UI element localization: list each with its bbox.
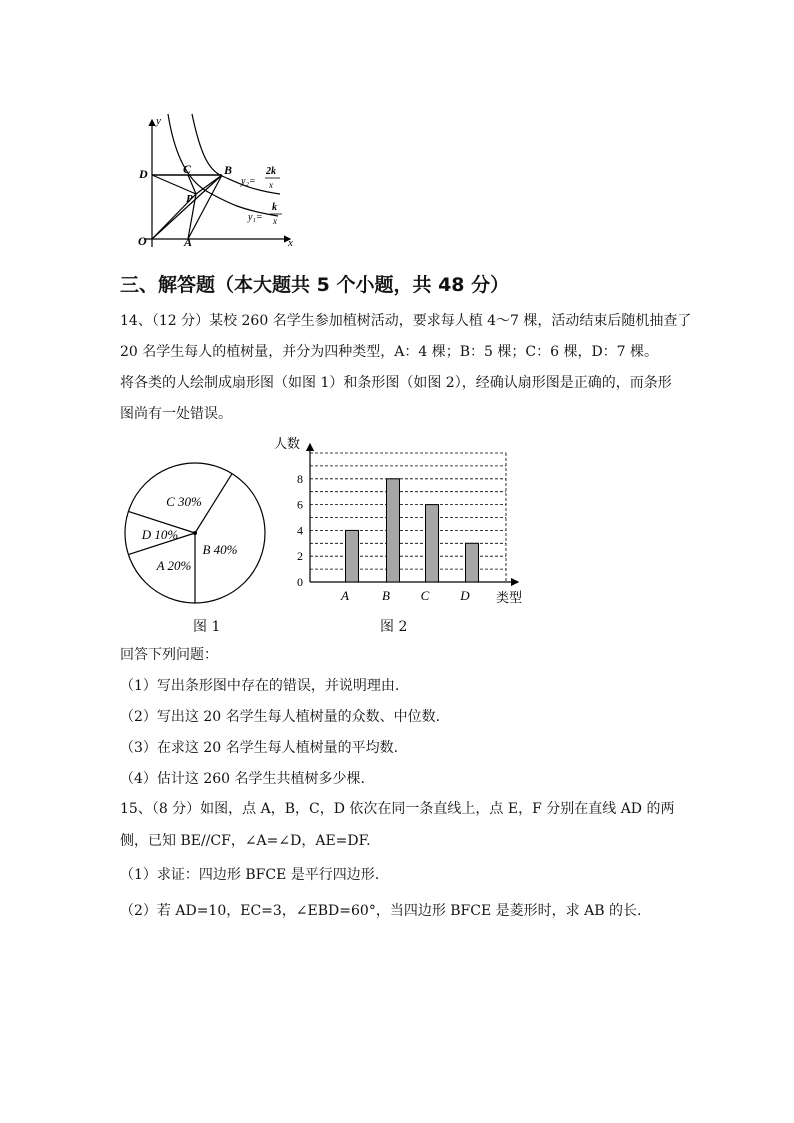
q14-sub-1: （1）写出条形图中存在的错误，并说明理由.	[120, 678, 400, 694]
pie-label-c: C 30%	[166, 494, 202, 509]
pie-chart	[118, 458, 278, 608]
q14-prompt: 回答下列问题：	[120, 647, 218, 663]
y-tick-label: 8	[297, 471, 303, 486]
q14-line-3: 将各类的人绘制成扇形图（如图 1）和条形图（如图 2），经确认扇形图是正确的，而条形	[120, 375, 672, 391]
point-p-label: P	[186, 193, 193, 205]
figure1-caption: 图 1	[193, 619, 221, 635]
y-tick-label: 0	[297, 575, 303, 589]
point-c-label: C	[183, 162, 192, 176]
x-axis-title: 类型	[496, 590, 523, 605]
point-b-label: B	[224, 163, 233, 177]
x-tick-label-a: A	[341, 588, 349, 603]
figure2-caption: 图 2	[380, 619, 408, 635]
q15-sub-2: （2）若 AD=10，EC=3，∠EBD=60°，当四边形 BFCE 是菱形时，求 AB 的长.	[120, 903, 642, 919]
pie-label-d: D 10%	[141, 527, 179, 542]
x-tick-label-c: C	[420, 588, 430, 603]
y2-denominator: x	[269, 180, 273, 190]
y1-label: y₁=	[248, 212, 263, 223]
q14-sub-2: （2）写出这 20 名学生每人植树量的众数、中位数.	[120, 709, 441, 725]
y-tick-label: 6	[297, 497, 303, 512]
curve-y2	[192, 114, 280, 194]
bar-a	[346, 530, 359, 582]
section-heading: 三、解答题（本大题共 5 个小题，共 48 分）	[120, 274, 510, 296]
q14-sub-3: （3）在求这 20 名学生每人植树量的平均数.	[120, 740, 399, 756]
pie-center	[193, 531, 197, 535]
q14-line-1: 14、（12 分）某校 260 名学生参加植树活动，要求每人植 4～7 棵，活动结束后随机抽查了	[120, 313, 692, 329]
q15-sub-1: （1）求证：四边形 BFCE 是平行四边形.	[120, 867, 380, 883]
y1-denominator: x	[273, 216, 277, 226]
origin-label: O	[138, 234, 147, 248]
x-tick-label-d: D	[460, 588, 470, 603]
q15-line-2: 侧，已知 BE//CF，∠A=∠D，AE=DF.	[120, 833, 371, 849]
bar-b	[387, 479, 400, 582]
q14-line-2: 20 名学生每人的植树量，并分为四种类型，A：4 棵；B：5 棵；C：6 棵，D：7 棵。	[120, 344, 659, 360]
y2-label: y₂=	[241, 176, 256, 187]
bar-chart	[270, 436, 535, 608]
q14-line-4: 图尚有一处错误。	[120, 406, 232, 422]
x-tick-label-b: B	[382, 588, 390, 603]
point-a-label: A	[184, 235, 193, 249]
q15-line-1: 15、（8 分）如图，点 A，B，C，D 依次在同一条直线上，点 E，F 分别在直线 AD 的两	[120, 801, 675, 817]
y-tick-label: 2	[297, 549, 303, 564]
x-axis-label: x	[288, 237, 293, 249]
point-d-label: D	[139, 167, 148, 181]
bar-c	[426, 505, 439, 582]
pie-label-b: B 40%	[202, 542, 238, 557]
hyperbola-figure	[130, 112, 310, 252]
y1-numerator: k	[272, 202, 277, 213]
pie-label-a: A 20%	[156, 558, 192, 573]
y-axis-title: 人数	[274, 436, 301, 451]
bar-d	[466, 543, 479, 582]
y-axis-label: y	[156, 115, 161, 127]
q14-sub-4: （4）估计这 260 名学生共植树多少棵.	[120, 771, 365, 787]
y2-numerator: 2k	[266, 166, 276, 177]
y-tick-label: 4	[297, 523, 303, 538]
